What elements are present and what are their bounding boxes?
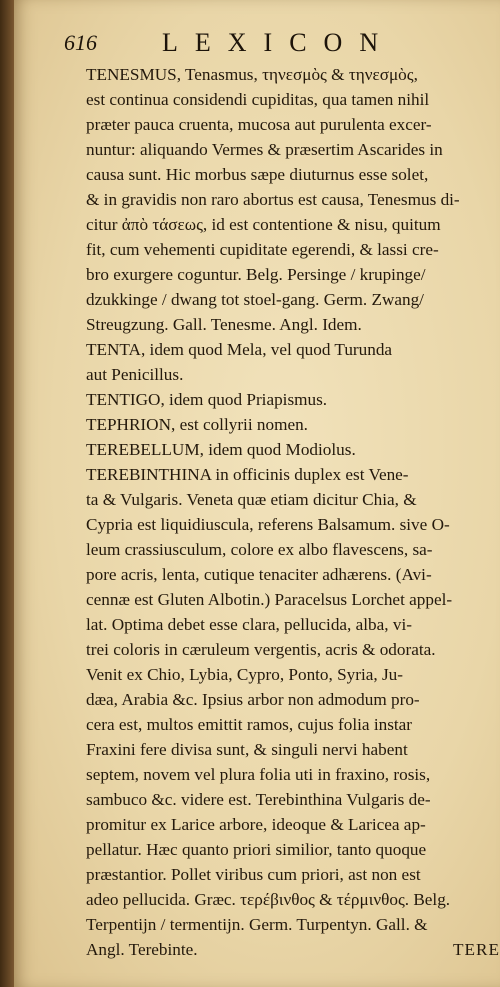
text-line: præstantior. Pollet viribus cum priori, ast non est (86, 865, 421, 884)
text-line: cera est, multos emittit ramos, cujus folia instar (86, 715, 413, 734)
text-line: TEREBINTHINA in officinis duplex est Vene- (86, 465, 409, 484)
text-line: TENTIGO, idem quod Priapismus. (86, 390, 328, 409)
text-line: præter pauca cruenta, mucosa aut purulenta excer- (86, 115, 432, 134)
text-line: dæa, Arabia &c. Ipsius arbor non admodum pro- (86, 690, 420, 709)
entry-text (86, 62, 500, 962)
text-line: dzukkinge / dwang tot stoel-gang. Germ. Zwang/ (86, 290, 424, 309)
text-line: septem, novem vel plura folia uti in fraxino, rosis, (86, 765, 431, 784)
text-line: pore acris, lenta, cutique tenaciter adhærens. (Avi- (86, 565, 432, 584)
running-head: LEXICON (162, 28, 396, 57)
text-line: TENTA, idem quod Mela, vel quod Turunda (86, 340, 393, 359)
text-line: TENESMUS, Tenasmus, τηνεσμὸς & τηνεσμὸς, (86, 65, 418, 84)
text-line: trei coloris in cæruleum vergentis, acris & odorata. (86, 640, 436, 659)
text-line: bro exurgere coguntur. Belg. Persinge / krupinge/ (86, 265, 426, 284)
catchword: TERE (453, 940, 500, 959)
text-line: citur ἀπὸ τάσεως, id est contentione & nisu, quitum (86, 215, 441, 234)
text-line: lat. Optima debet esse clara, pellucida, alba, vi- (86, 615, 412, 634)
text-line: leum crassiusculum, colore ex albo flavescens, sa- (86, 540, 433, 559)
text-line: cennæ est Gluten Albotin.) Paracelsus Lorchet appel- (86, 590, 453, 609)
text-line: pellatur. Hæc quanto priori similior, tanto quoque (86, 840, 427, 859)
text-line: Venit ex Chio, Lybia, Cypro, Ponto, Syria, Ju- (86, 665, 404, 684)
page-number: 616 (64, 30, 97, 55)
text-line: nuntur: aliquando Vermes & præsertim Ascarides in (86, 140, 443, 159)
text-line: ta & Vulgaris. Veneta quæ etiam dicitur Chia, & (86, 490, 417, 509)
text-line: fit, cum vehementi cupiditate egerendi, & lassi cre- (86, 240, 439, 259)
text-line: TEREBELLUM, idem quod Modiolus. (86, 440, 356, 459)
text-line: aut Penicillus. (86, 365, 184, 384)
text-line: est continua considendi cupiditas, qua tamen nihil (86, 90, 430, 109)
page-header (14, 28, 500, 58)
text-line: causa sunt. Hic morbus sæpe diuturnus esse solet, (86, 165, 429, 184)
text-line (86, 937, 500, 962)
text-line: Cypria est liquidiuscula, referens Balsamum. sive O- (86, 515, 450, 534)
page (14, 0, 500, 987)
text-line: TEPHRION, est collyrii nomen. (86, 415, 308, 434)
text-line: & in gravidis non raro abortus est causa, Tenesmus di- (86, 190, 460, 209)
text-line: Terpentijn / termentijn. Germ. Turpentyn. Gall. & (86, 915, 428, 934)
text-line: promitur ex Larice arbore, ideoque & Laricea ap- (86, 815, 426, 834)
text-line: sambuco &c. videre est. Terebinthina Vulgaris de- (86, 790, 431, 809)
text-line: adeo pellucida. Græc. τερέβινθος & τέρμινθος. Belg. (86, 890, 451, 909)
text-line: Fraxini fere divisa sunt, & singuli nervi habent (86, 740, 408, 759)
text-line: Streugzung. Gall. Tenesme. Angl. Idem. (86, 315, 362, 334)
book-gutter (0, 0, 14, 987)
text-line-content: Angl. Terebinte. (86, 940, 198, 959)
